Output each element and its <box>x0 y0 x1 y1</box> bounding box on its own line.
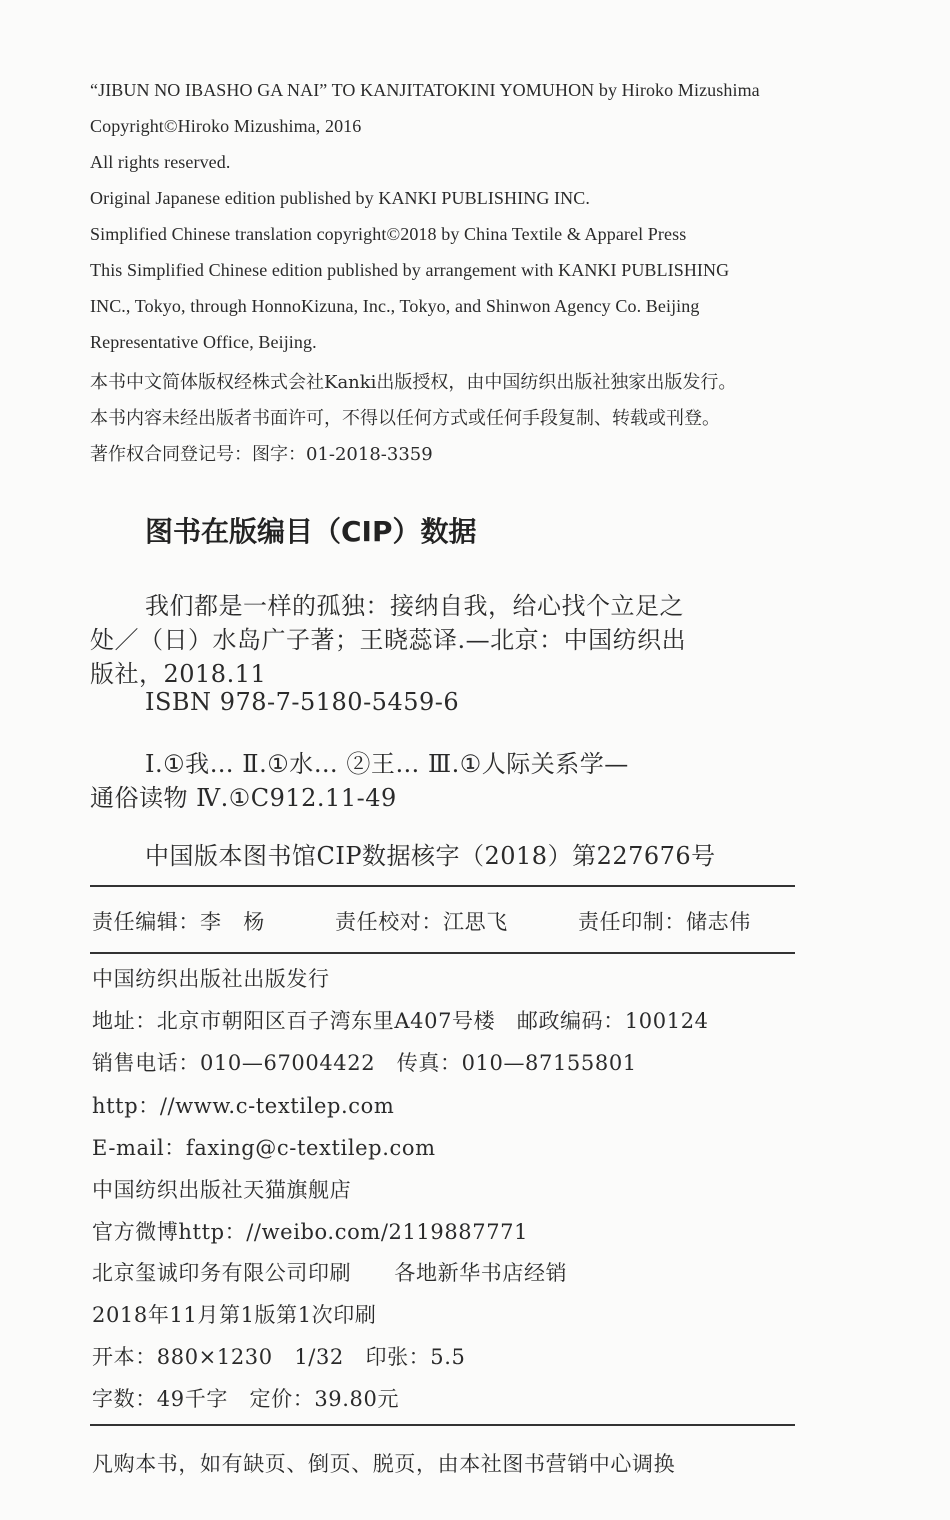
responsible-printing: 责任印制：储志伟 <box>578 910 751 934</box>
printer-distributor-line: 北京玺诚印务有限公司印刷 各地新华书店经销 <box>92 1261 568 1285</box>
translation-copyright-line: Simplified Chinese translation copyright©2018 by China Textile & Apparel Press <box>90 224 687 244</box>
isbn: ISBN 978-7-5180-5459-6 <box>145 688 460 716</box>
cip-class-line-1: Ⅰ.①我… Ⅱ.①水… ②王… Ⅲ.①人际关系学— <box>145 750 629 778</box>
cip-entry-line-3: 版社，2018.11 <box>90 660 267 688</box>
weibo-line: 官方微博http：//weibo.com/2119887771 <box>92 1220 529 1244</box>
license-notice: 本书中文简体版权经株式会社Kanki出版授权，由中国纺织出版社独家出版发行。 <box>90 372 737 393</box>
cip-heading: 图书在版编目（CIP）数据 <box>145 515 477 548</box>
format-line: 开本：880×1230 1/32 印张：5.5 <box>92 1345 466 1369</box>
original-edition-line: Original Japanese edition published by KANKI PUBLISHING INC. <box>90 188 590 208</box>
copyright-line: Copyright©Hiroko Mizushima, 2016 <box>90 116 362 136</box>
original-title-line: “JIBUN NO IBASHO GA NAI” TO KANJITATOKINI YOMUHON by Hiroko Mizushima <box>90 80 760 100</box>
wordcount-price-line: 字数：49千字 定价：39.80元 <box>92 1387 400 1411</box>
responsible-editor: 责任编辑：李 杨 <box>92 910 265 934</box>
publisher-line: 中国纺织出版社出版发行 <box>92 967 330 991</box>
replacement-notice: 凡购本书，如有缺页、倒页、脱页，由本社图书营销中心调换 <box>92 1452 676 1476</box>
responsible-proofreader: 责任校对：江思飞 <box>335 910 508 934</box>
divider-middle <box>90 952 795 954</box>
cip-verification-number: 中国版本图书馆CIP数据核字（2018）第227676号 <box>145 842 716 870</box>
cip-entry-line-2: 处／（日）水岛广子著；王晓蕊译.—北京：中国纺织出 <box>90 626 687 654</box>
email-line: E-mail：faxing@c-textilep.com <box>92 1136 436 1160</box>
divider-top <box>90 885 795 887</box>
cip-class-line-2: 通俗读物 Ⅳ.①C912.11-49 <box>90 784 397 812</box>
tmall-store-line: 中国纺织出版社天猫旗舰店 <box>92 1178 352 1202</box>
website-line: http：//www.c-textilep.com <box>92 1094 395 1118</box>
reproduction-notice: 本书内容未经出版者书面许可，不得以任何方式或任何手段复制、转载或刊登。 <box>90 408 720 429</box>
address-line: 地址：北京市朝阳区百子湾东里A407号楼 邮政编码：100124 <box>92 1009 709 1033</box>
arrangement-line-1: This Simplified Chinese edition published by arrangement with KANKI PUBLISHING <box>90 260 730 280</box>
divider-bottom <box>90 1424 795 1426</box>
phone-fax-line: 销售电话：010—67004422 传真：010—87155801 <box>92 1051 637 1075</box>
arrangement-line-3: Representative Office, Beijing. <box>90 332 317 352</box>
contract-registration: 著作权合同登记号：图字：01-2018-3359 <box>90 444 433 465</box>
cip-entry-line-1: 我们都是一样的孤独：接纳自我，给心找个立足之 <box>145 592 684 620</box>
rights-line: All rights reserved. <box>90 152 231 172</box>
edition-line: 2018年11月第1版第1次印刷 <box>92 1303 377 1327</box>
arrangement-line-2: INC., Tokyo, through HonnoKizuna, Inc., Tokyo, and Shinwon Agency Co. Beijing <box>90 296 700 316</box>
